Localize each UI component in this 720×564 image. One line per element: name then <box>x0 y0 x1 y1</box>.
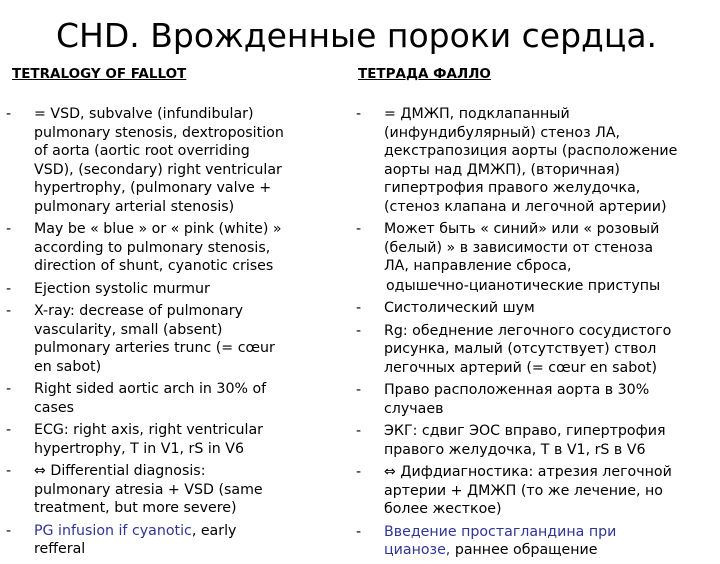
list-item-text: ⇔ Differential diagnosis: pulmonary atresia + VSD (same treatment, but more severe) <box>34 463 263 516</box>
list-item <box>6 302 318 376</box>
list-item <box>356 322 714 378</box>
bullet-dash: - <box>6 303 12 319</box>
right-column-heading: ТЕТРАДА ФАЛЛО <box>358 66 491 82</box>
list-item-text: = ДМЖП, подклапанный (инфундибулярный) стеноз ЛА, декстрапозиция аорты (расположение аорты над ДМЖП), (вторичная) гипертрофия правого желудочка, (стеноз клапана и легочной артерии) <box>384 106 678 215</box>
bullet-dash: - <box>6 221 12 237</box>
list-item-text-rest: , early refferal <box>34 522 237 557</box>
list-item <box>356 105 714 216</box>
bullet-dash: - <box>356 423 362 439</box>
bullet-dash: - <box>6 280 12 297</box>
bullet-dash: - <box>356 106 362 122</box>
page-title: CHD. Врожденные пороки сердца. <box>56 16 658 55</box>
bullet-dash: - <box>356 300 362 316</box>
list-item <box>6 522 318 559</box>
list-item-text: ECG: right axis, right ventricular hypertrophy, T in V1, rS in V6 <box>34 422 264 457</box>
list-item-text: Право расположенная аорта в 30% случаев <box>384 382 650 417</box>
list-item <box>6 462 318 518</box>
list-item-text: Right sided aortic arch in 30% of cases <box>34 381 267 416</box>
list-item <box>356 220 714 276</box>
list-item <box>6 380 318 417</box>
bullet-dash: - <box>6 422 12 438</box>
list-item <box>6 421 318 458</box>
highlighted-text: Введение простагландина при цианозе, <box>384 523 617 558</box>
list-item-text <box>384 523 714 560</box>
list-item <box>356 299 714 318</box>
list-item <box>356 422 714 459</box>
list-item-continuation <box>356 277 714 296</box>
list-item-text: Rg: обеднение легочного сосудистого рисунка, малый (отсутствует) ствол легочных артерий (= cœur en sabot) <box>384 322 672 376</box>
bullet-dash: - <box>356 523 362 540</box>
list-item-text: Может быть « синий» или « розовый (белый) » в зависимости от стеноза ЛА, направление сброса, <box>384 221 660 274</box>
highlighted-text: PG infusion if cyanotic <box>34 522 192 539</box>
list-item-text: ⇔ Дифдиагностика: атрезия легочной артерии + ДМЖП (то же лечение, но более жесткое) <box>384 464 672 517</box>
list-item-text: Ejection systolic murmur <box>34 280 210 297</box>
list-item <box>6 280 318 299</box>
list-item <box>356 463 714 519</box>
left-bullet-list <box>6 105 318 563</box>
bullet-dash: - <box>356 221 362 237</box>
bullet-dash: - <box>356 382 362 398</box>
list-item <box>356 523 714 560</box>
left-column-heading: TETRALOGY OF FALLOT <box>12 66 187 82</box>
bullet-dash: - <box>356 464 362 480</box>
list-item-text: Систолический шум <box>384 300 535 316</box>
list-item <box>6 105 318 216</box>
list-item-text: = VSD, subvalve (infundibular) pulmonary stenosis, dextroposition of aorta (aortic root overriding VSD), (secondary) right ventricular hypertrophy, (pulmonary valve + pulmonary arterial stenosis) <box>34 106 284 215</box>
bullet-dash: - <box>356 322 362 339</box>
bullet-dash: - <box>6 106 12 122</box>
bullet-dash: - <box>6 522 12 539</box>
list-item-text: ЭКГ: сдвиг ЭОС вправо, гипертрофия правого желудочка, T в V1, rS в V6 <box>384 423 666 458</box>
list-item-text-rest: раннее обращение <box>450 542 598 558</box>
bullet-dash: - <box>6 381 12 397</box>
list-item <box>356 381 714 418</box>
right-bullet-list <box>356 105 714 564</box>
list-item-text: одышечно-цианотические приступы <box>386 277 661 294</box>
list-item-text: X-ray: decrease of pulmonary vascularity, small (absent) pulmonary arteries trunc (= cœur en sabot) <box>34 303 275 375</box>
list-item <box>6 220 318 276</box>
list-item-text: May be « blue » or « pink (white) » according to pulmonary stenosis, direction of shunt, cyanotic crises <box>34 221 282 274</box>
bullet-dash: - <box>6 463 12 479</box>
list-item-text <box>34 522 318 559</box>
